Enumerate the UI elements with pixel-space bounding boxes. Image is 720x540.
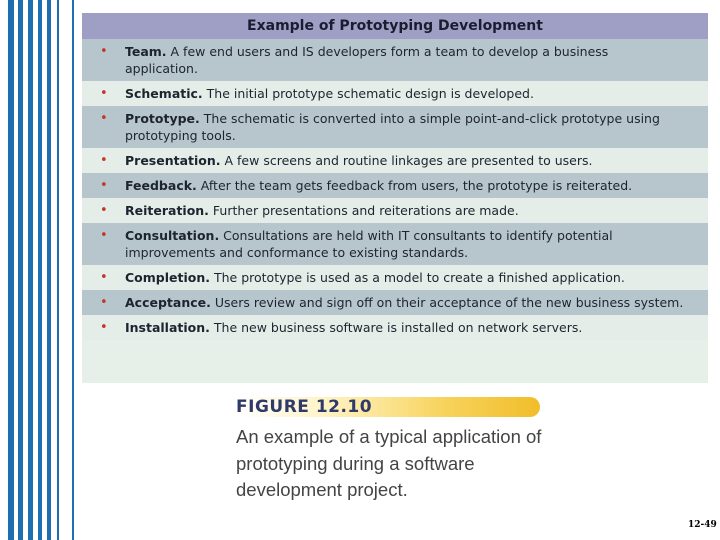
row-term: Completion. — [125, 270, 210, 285]
bullet-icon: • — [100, 153, 108, 168]
row-description: The schematic is converted into a simple point-and-click prototype using prototyping tools. — [125, 111, 660, 143]
figure-label: FIGURE 12.10 — [236, 397, 373, 417]
bullet-icon: • — [100, 86, 108, 101]
row-description: The new business software is installed on network servers. — [209, 320, 583, 335]
row-description: The prototype is used as a model to create a finished application. — [210, 270, 625, 285]
table-row — [82, 290, 708, 315]
stripe — [0, 0, 8, 540]
bullet-icon: • — [100, 270, 108, 285]
slide-number: 12-49 — [688, 520, 717, 530]
table-rows — [82, 39, 708, 340]
table-row — [82, 223, 708, 265]
row-term: Installation. — [125, 320, 210, 335]
row-term: Acceptance. — [125, 295, 211, 310]
table-row — [82, 173, 708, 198]
stripe — [47, 0, 51, 540]
row-description: Further presentations and reiterations are made. — [208, 203, 519, 218]
stripe — [18, 0, 23, 540]
bullet-icon: • — [100, 111, 108, 126]
left-decorative-stripes — [0, 0, 76, 540]
bullet-icon: • — [100, 295, 108, 310]
prototyping-table — [82, 13, 708, 383]
table-row — [82, 198, 708, 223]
table-row — [82, 39, 708, 81]
stripe — [8, 0, 14, 540]
stripe — [28, 0, 33, 540]
bullet-icon: • — [100, 178, 108, 193]
bullet-icon: • — [100, 44, 108, 59]
bullet-icon: • — [100, 320, 108, 335]
row-description: The initial prototype schematic design is developed. — [202, 86, 534, 101]
row-term: Schematic. — [125, 86, 203, 101]
row-term: Consultation. — [125, 228, 220, 243]
table-title: Example of Prototyping Development — [82, 13, 708, 39]
row-term: Feedback. — [125, 178, 197, 193]
row-term: Team. — [125, 44, 167, 59]
row-description: After the team gets feedback from users, the prototype is reiterated. — [196, 178, 633, 193]
row-term: Prototype. — [125, 111, 200, 126]
table-row — [82, 148, 708, 173]
stripe — [57, 0, 59, 540]
row-description: A few end users and IS developers form a team to develop a business application. — [125, 44, 609, 76]
bullet-icon: • — [100, 203, 108, 218]
row-description: Consultations are held with IT consultants to identify potential improvements and conformance to existing standards. — [125, 228, 613, 260]
table-row — [82, 265, 708, 290]
table-row — [82, 315, 708, 340]
row-description: A few screens and routine linkages are presented to users. — [220, 153, 593, 168]
stripe — [38, 0, 42, 540]
row-description: Users review and sign off on their acceptance of the new business system. — [210, 295, 684, 310]
bullet-icon: • — [100, 228, 108, 243]
row-term: Reiteration. — [125, 203, 209, 218]
table-row — [82, 106, 708, 148]
figure-caption: An example of a typical application of prototyping during a software development project. — [236, 426, 542, 500]
row-term: Presentation. — [125, 153, 221, 168]
stripe — [72, 0, 74, 540]
table-row — [82, 81, 708, 106]
